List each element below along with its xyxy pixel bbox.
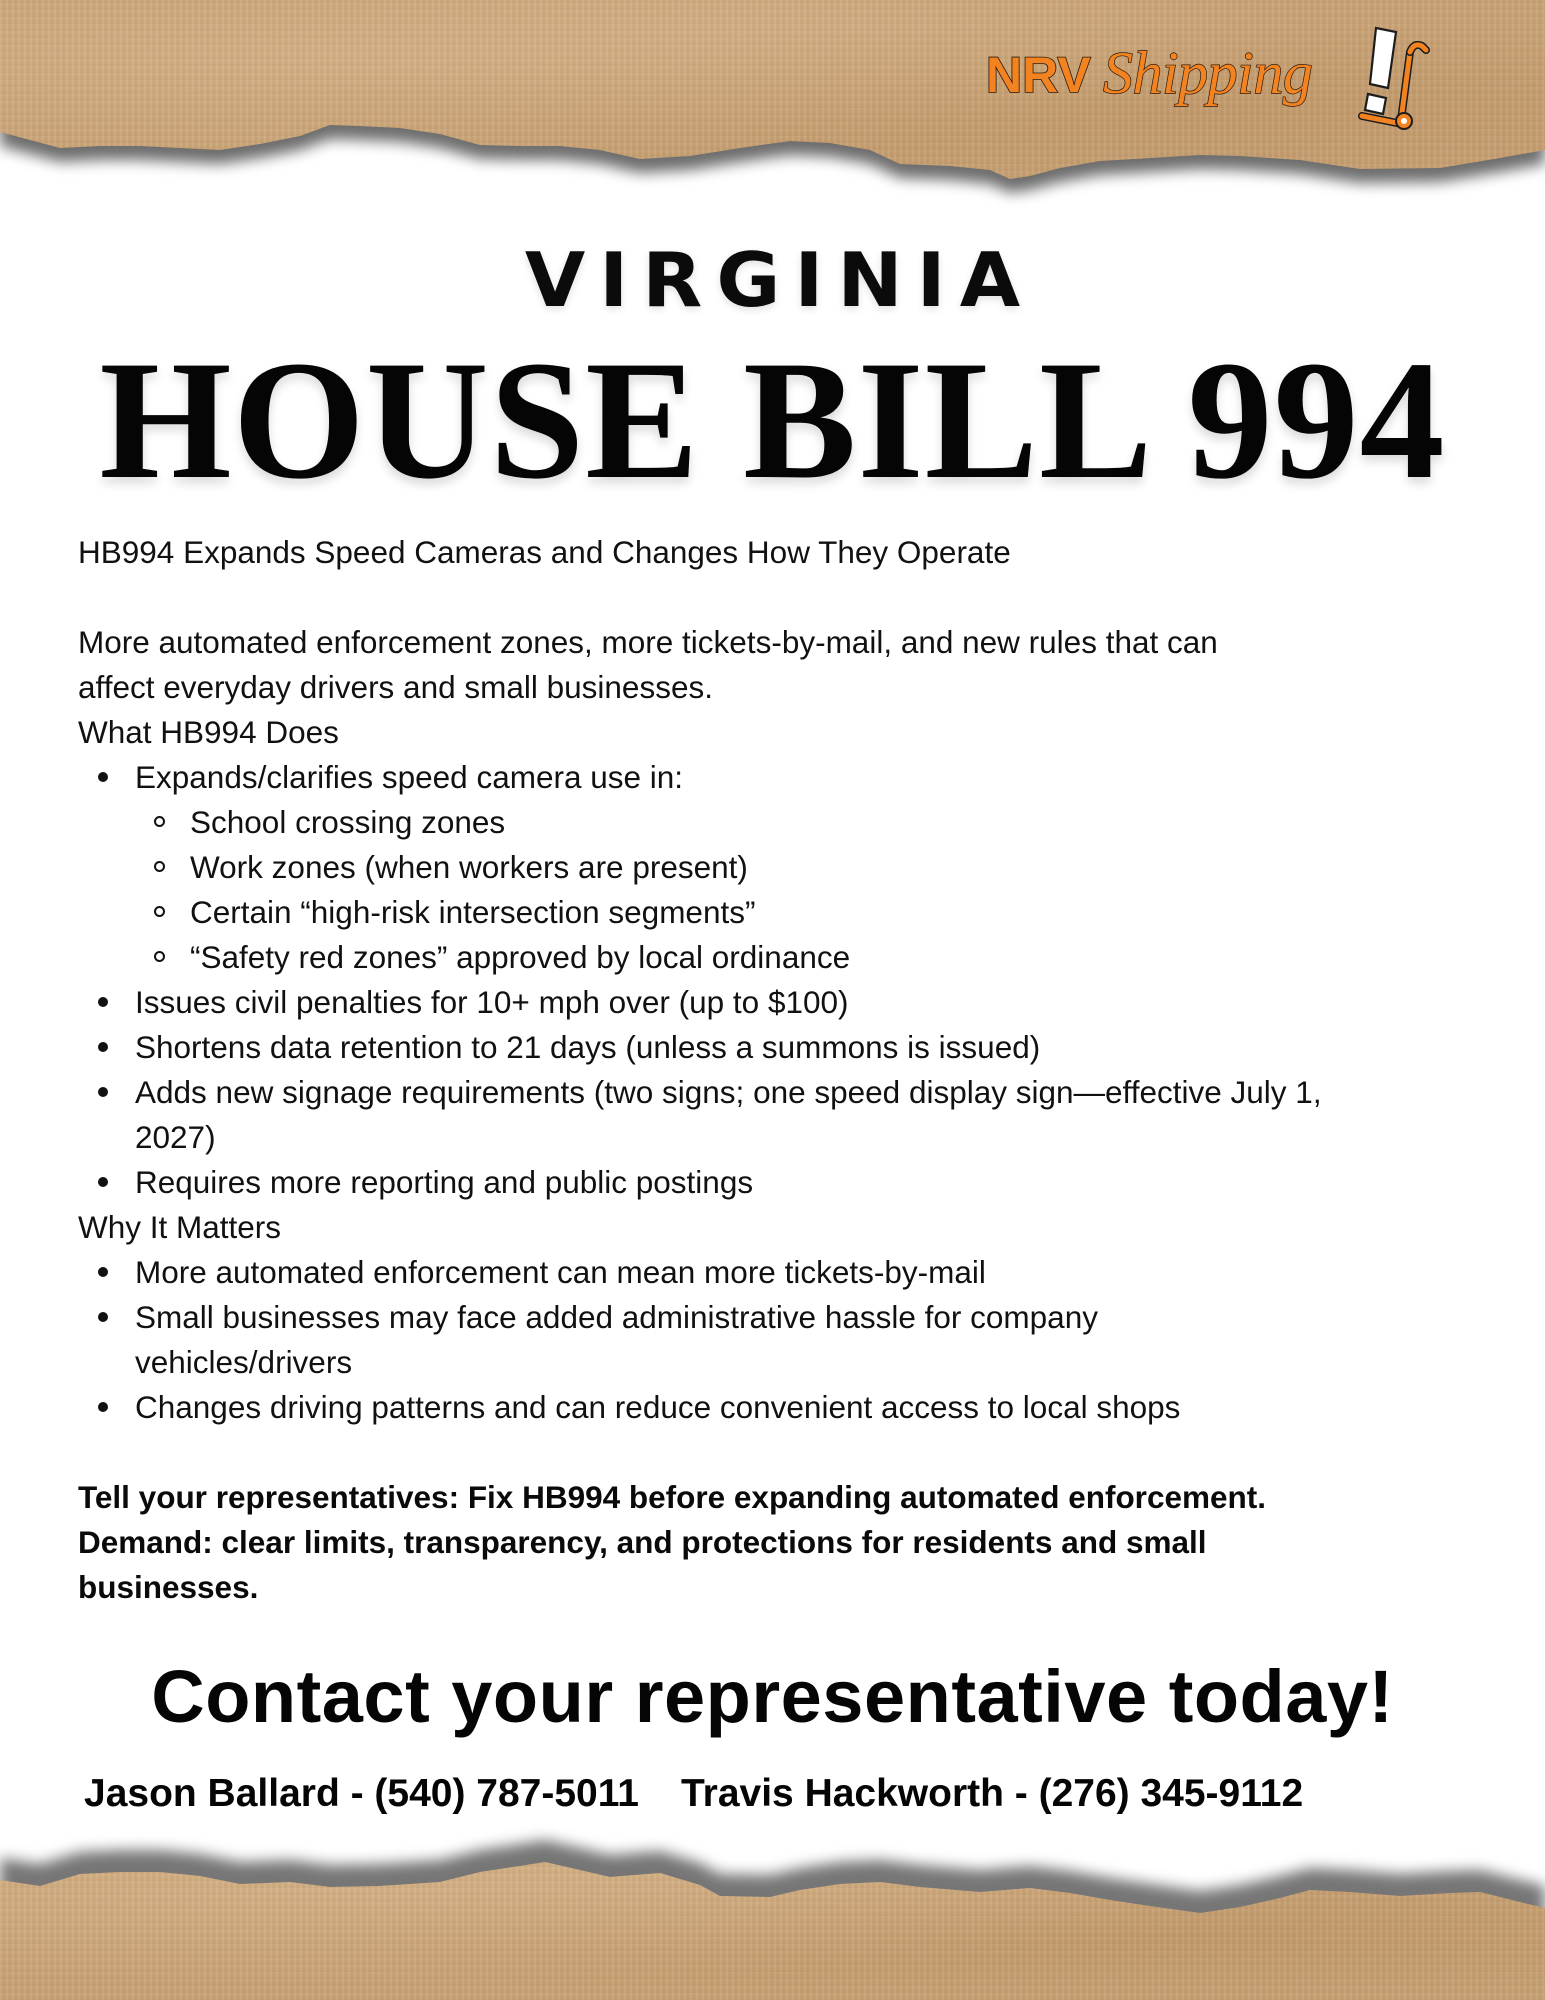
- list-item: [78, 1070, 1478, 1160]
- what-it-does-list: [78, 755, 1478, 1205]
- state-heading: VIRGINIA: [524, 237, 1035, 325]
- list-item: [78, 755, 1478, 800]
- cta-line: Tell your representatives: Fix HB994 before expanding automated enforcement.: [78, 1479, 1266, 1515]
- list-item-text: Requires more reporting and public postings: [135, 1164, 754, 1200]
- representative-contact: Travis Hackworth - (276) 345-9112: [680, 1772, 1304, 1815]
- list-item-text: Issues civil penalties for 10+ mph over (up to $100): [135, 984, 849, 1020]
- sub-list-item: [78, 845, 1478, 890]
- flyer-body: [78, 530, 1478, 1610]
- list-item-text: Shortens data retention to 21 days (unless a summons is issued): [135, 1029, 1041, 1065]
- logo-brand-secondary: Shipping: [1103, 40, 1313, 106]
- cta-line: businesses.: [78, 1569, 259, 1605]
- sub-list-item: [78, 890, 1478, 935]
- why-it-matters-list: [78, 1250, 1478, 1430]
- list-item-text: More automated enforcement can mean more tickets-by-mail: [135, 1254, 986, 1290]
- list-item: [78, 1250, 1478, 1295]
- representative-contact: Jason Ballard - (540) 787-5011: [84, 1772, 639, 1815]
- list-item: [78, 1385, 1478, 1430]
- call-to-action-text: [78, 1475, 1478, 1610]
- summary: [78, 620, 1478, 710]
- nrv-shipping-logo: [986, 30, 1446, 130]
- sub-list-item: [78, 935, 1478, 980]
- list-item-text: vehicles/drivers: [135, 1344, 353, 1380]
- contact-headline: Contact your representative today!: [151, 1655, 1394, 1738]
- list-item-text: 2027): [135, 1119, 216, 1155]
- sub-list-item-text: Work zones (when workers are present): [190, 849, 748, 885]
- what-it-does-heading: What HB994 Does: [78, 714, 339, 750]
- list-item-text: Expands/clarifies speed camera use in:: [135, 759, 684, 795]
- list-item: [78, 1295, 1478, 1385]
- sub-list-item: [78, 800, 1478, 845]
- hand-truck-exclamation-icon: [1358, 24, 1438, 130]
- sub-list-item-text: School crossing zones: [190, 804, 506, 840]
- logo-brand-primary: NRV: [986, 47, 1091, 103]
- representative-contacts: [84, 1768, 1484, 1820]
- sub-list-item-text: Certain “high-risk intersection segments”: [190, 894, 756, 930]
- cta-line: Demand: clear limits, transparency, and protections for residents and small: [78, 1524, 1207, 1560]
- bill-title: HOUSE BILL 994: [99, 326, 1446, 514]
- subtitle: HB994 Expands Speed Cameras and Changes How They Operate: [78, 534, 1011, 570]
- summary-line: More automated enforcement zones, more tickets-by-mail, and new rules that can: [78, 624, 1218, 660]
- list-item-text: Small businesses may face added administrative hassle for company: [135, 1299, 1098, 1335]
- list-item: [78, 980, 1478, 1025]
- list-item: [78, 1160, 1478, 1205]
- summary-line: affect everyday drivers and small businesses.: [78, 669, 713, 705]
- list-item: [78, 1025, 1478, 1070]
- list-item-text: Changes driving patterns and can reduce convenient access to local shops: [135, 1389, 1181, 1425]
- list-item-text: Adds new signage requirements (two signs; one speed display sign—effective July 1,: [135, 1074, 1322, 1110]
- sub-list-item-text: “Safety red zones” approved by local ordinance: [190, 939, 851, 975]
- why-it-matters-heading: Why It Matters: [78, 1209, 282, 1245]
